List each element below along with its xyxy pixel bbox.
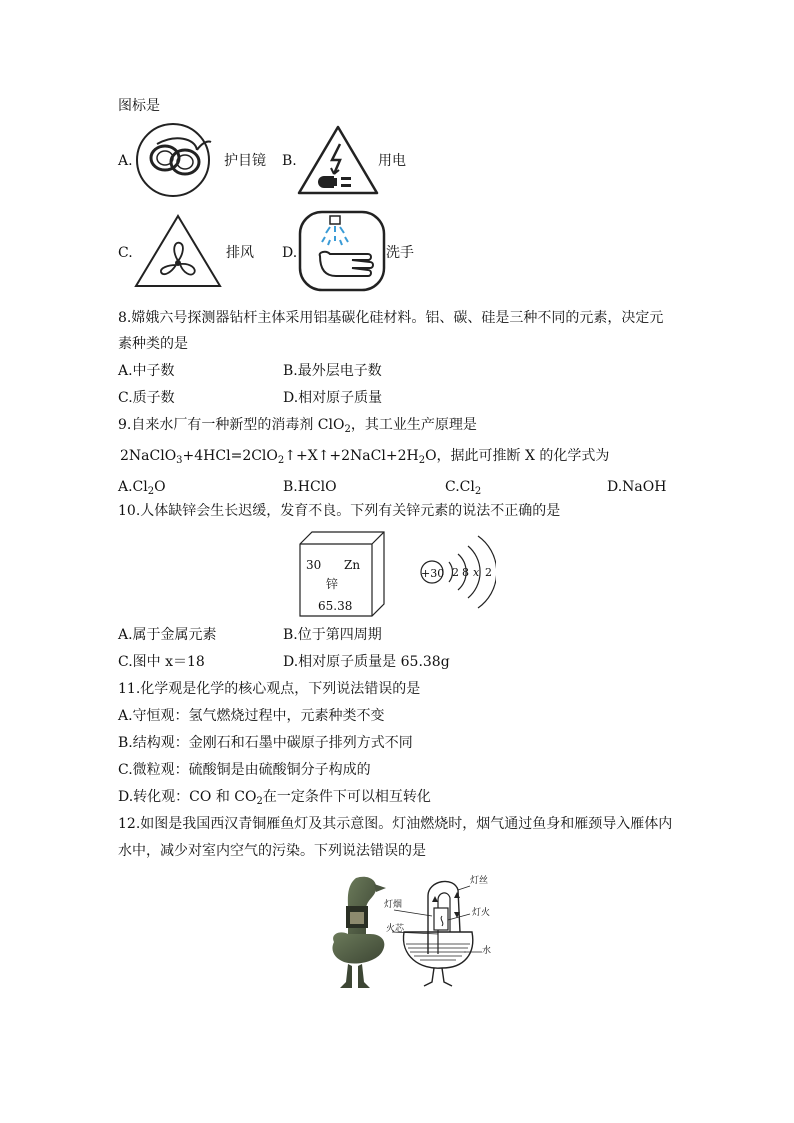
q7-option-b-letter: B. — [282, 153, 297, 169]
q12-stem-line1: 12.如图是我国西汉青铜雁鱼灯及其示意图。灯油燃烧时，烟气通过鱼身和雁颈导入雁体内 — [118, 816, 673, 832]
q10-option-b: B.位于第四周期 — [283, 627, 382, 643]
q10-option-c: C.图中 x＝18 — [118, 654, 205, 670]
label-water: 水 — [482, 946, 492, 956]
element-card — [298, 530, 388, 620]
q11-option-a: A.守恒观：氢气燃烧过程中，元素种类不变 — [118, 708, 385, 724]
atom-nucleus: +30 — [421, 567, 445, 580]
q7-option-a-label: 护目镜 — [224, 153, 266, 169]
label-lamp-wick: 灯丝 — [470, 876, 489, 886]
q8-option-b: B.最外层电子数 — [283, 363, 382, 379]
q10-stem: 10.人体缺锌会生长迟缓，发育不良。下列有关锌元素的说法不正确的是 — [118, 503, 561, 519]
q9-option-d: D.NaOH — [607, 479, 667, 495]
q7-option-c-letter: C. — [118, 245, 133, 261]
q9-stem-line1: 9.自来水厂有一种新型的消毒剂 ClO$_2$，其工业生产原理是 — [118, 417, 477, 435]
atom-shell-4: 2 — [485, 566, 492, 579]
q7-option-c-label: 排风 — [226, 245, 254, 261]
fan-exhaust-icon — [133, 213, 223, 289]
goose-lamp-schematic — [384, 872, 494, 990]
q11-option-c: C.微粒观：硫酸铜是由硫酸铜分子构成的 — [118, 762, 371, 778]
electricity-warning-icon — [296, 124, 380, 196]
q8-stem-line1: 8.嫦娥六号探测器钻杆主体采用铝基碳化硅材料。铝、碳、硅是三种不同的元素，决定元 — [118, 310, 664, 326]
element-mass: 65.38 — [318, 599, 353, 613]
label-lamp-smoke: 灯烟 — [384, 900, 403, 910]
q11-option-b: B.结构观：金刚石和石墨中碳原子排列方式不同 — [118, 735, 413, 751]
q8-option-a: A.中子数 — [118, 363, 175, 379]
q8-stem-line2: 素种类的是 — [118, 336, 188, 352]
q7-option-d-label: 洗手 — [386, 245, 414, 261]
q11-option-d: D.转化观：CO 和 $CO_2$在一定条件下可以相互转化 — [118, 789, 431, 807]
q8-option-d: D.相对原子质量 — [283, 390, 383, 406]
element-name: 锌 — [326, 577, 339, 591]
atom-shell-3: x — [473, 566, 480, 579]
q10-option-d: D.相对原子质量是 65.38g — [283, 654, 450, 670]
atom-shell-1: 2 — [452, 566, 459, 579]
q9-option-c: $C.Cl_2$ — [445, 479, 482, 497]
label-fire-core: 火芯 — [386, 924, 405, 934]
q9-option-a: $A.Cl_2O$ — [118, 479, 166, 497]
label-lamp-flame: 灯火 — [472, 908, 491, 918]
q7-stem-tail: 图标是 — [118, 98, 160, 114]
q7-option-a-letter: A. — [118, 153, 133, 169]
hand-wash-icon — [296, 210, 388, 292]
q9-equation: $2NaClO_3+4HCl=2ClO_2↑+X↑+2NaCl+2H_2O$，据此可推断 X 的化学式为 — [120, 448, 610, 466]
q12-stem-line2: 水中，减少对室内空气的污染。下列说法错误的是 — [118, 843, 426, 859]
q11-stem: 11.化学观是化学的核心观点，下列说法错误的是 — [118, 681, 421, 697]
element-number: 30 — [306, 558, 322, 572]
element-symbol: Zn — [344, 558, 361, 572]
q7-option-b-label: 用电 — [378, 153, 406, 169]
q9-option-b: B.HClO — [283, 479, 337, 495]
bronze-goose-lamp-image — [326, 872, 388, 990]
q10-option-a: A.属于金属元素 — [118, 627, 217, 643]
zinc-atom-structure — [416, 530, 496, 614]
q7-option-d-letter: D. — [282, 245, 298, 261]
goggles-icon — [135, 122, 213, 198]
atom-shell-2: 8 — [462, 566, 469, 579]
q8-option-c: C.质子数 — [118, 390, 175, 406]
